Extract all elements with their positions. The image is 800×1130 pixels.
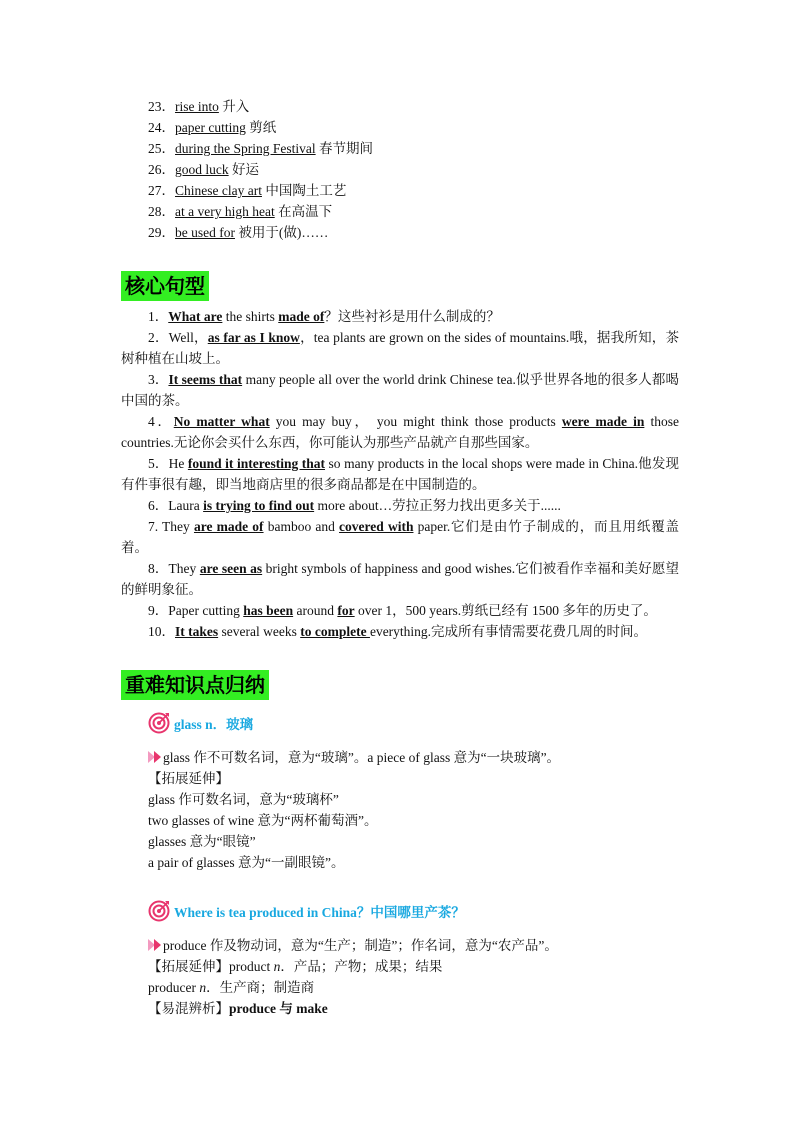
sentence-item: [121, 306, 679, 327]
sentence-text: 5．He: [148, 456, 188, 471]
key-phrase: It takes: [175, 624, 219, 639]
key-phrase: covered with: [339, 519, 414, 534]
kp-line: 【拓展延伸】product n．产品；产物；成果；结果: [148, 959, 443, 974]
sentence-text: 10．: [148, 624, 175, 639]
kp-line: produce 作及物动词，意为“生产；制造”；作名词，意为“农产品”。: [148, 935, 688, 956]
sentence-text: those countries.无论你会买什么东西，你可能认为那些产品就产自那些国家。: [121, 414, 679, 450]
arrow-bullet-icon: [148, 751, 162, 763]
section-heading-key-sentences: 核心句型: [121, 271, 209, 301]
key-phrase: for: [337, 603, 355, 618]
key-phrase: has been: [243, 603, 294, 618]
kp-line: two glasses of wine 意为“两杯葡萄酒”。: [148, 813, 378, 828]
key-phrase: to complete: [300, 624, 370, 639]
sentence-item: [121, 369, 679, 411]
sentence-text: everything.完成所有事情需要花费几周的时间。: [369, 624, 648, 639]
knowledge-point-produce-body: [148, 935, 688, 1019]
sentence-text: so many products in the local shops were made in China.他发现有件事很有趣，即当地商店里的很多商品都是在中国制造的。: [121, 456, 680, 492]
sentence-text: 3．: [148, 372, 169, 387]
sentence-text: ，tea plants are grown on the sides of mountains.哦，据我所知，茶树种植在山坡上。: [121, 330, 679, 366]
key-phrase: found it interesting that: [187, 456, 326, 471]
sentence-text: several weeks: [218, 624, 301, 639]
vocab-item: 24．paper cutting 剪纸: [148, 120, 277, 135]
kp-line: glasses 意为“眼镜”: [148, 834, 256, 849]
key-phrase: No matter what: [173, 414, 270, 429]
vocab-item: 28．at a very high heat 在高温下: [148, 204, 333, 219]
arrow-bullet-icon: [148, 939, 162, 951]
sentence-text: 9．Paper cutting: [148, 603, 244, 618]
sentence-text: 7. They: [148, 519, 194, 534]
kp-line: 【拓展延伸】: [148, 771, 229, 786]
vocab-item: 25．during the Spring Festival 春节期间: [148, 141, 373, 156]
kp-line: 【易混辨析】produce 与 make: [148, 1001, 328, 1016]
vocab-item: 29．be used for 被用于(做)……: [148, 225, 329, 240]
sentence-item: [121, 558, 679, 600]
sentence-text: around: [293, 603, 338, 618]
key-phrase: are made of: [193, 519, 264, 534]
knowledge-point-glass-body: [148, 747, 688, 873]
key-phrase: are seen as: [199, 561, 263, 576]
knowledge-point-title: Where is tea produced in China？中国哪里产茶？: [174, 905, 465, 920]
key-phrase: made of: [278, 309, 325, 324]
knowledge-point-title: glass n．玻璃: [174, 717, 254, 732]
sentence-text: many people all over the world drink Chinese tea.似乎世界各地的很多人都喝中国的茶。: [121, 372, 679, 408]
knowledge-point-glass-header: [148, 711, 253, 735]
sentence-text: ？这些衬衫是用什么制成的？: [324, 309, 500, 324]
sentence-text: 2．Well，: [148, 330, 208, 345]
key-phrase: were made in: [561, 414, 645, 429]
vocab-item: 23．rise into 升入: [148, 99, 250, 114]
kp-line: glass 作可数名词，意为“玻璃杯”: [148, 792, 339, 807]
section-heading-key-points: 重难知识点归纳: [121, 670, 269, 700]
target-icon: [148, 900, 170, 922]
sentence-text: bamboo and: [263, 519, 340, 534]
key-phrase: What are: [168, 309, 223, 324]
knowledge-point-produce-header: [148, 899, 465, 923]
sentence-list: [121, 306, 679, 642]
sentence-item: [121, 621, 679, 642]
sentence-item: [121, 516, 679, 558]
kp-line: a pair of glasses 意为“一副眼镜”。: [148, 855, 345, 870]
sentence-item: [121, 411, 679, 453]
sentence-item: [121, 327, 679, 369]
sentence-text: 8．They: [148, 561, 200, 576]
target-icon: [148, 712, 170, 734]
sentence-text: 4．: [148, 414, 174, 429]
sentence-text: bright symbols of happiness and good wishes.它们被看作幸福和美好愿望的鲜明象征。: [121, 561, 679, 597]
kp-line: producer n．生产商；制造商: [148, 980, 315, 995]
sentence-item: [121, 495, 679, 516]
kp-line: glass 作不可数名词，意为“玻璃”。a piece of glass 意为“一块玻璃”。: [148, 747, 688, 768]
sentence-text: paper.它们是由竹子制成的，而且用纸覆盖着。: [121, 519, 679, 555]
vocab-item: 27．Chinese clay art 中国陶土工艺: [148, 183, 347, 198]
sentence-text: the shirts: [222, 309, 279, 324]
sentence-item: [121, 453, 679, 495]
key-phrase: is trying to find out: [203, 498, 315, 513]
vocab-list: [148, 96, 373, 243]
sentence-text: 6．Laura: [148, 498, 204, 513]
key-phrase: It seems that: [168, 372, 243, 387]
key-phrase: as far as I know: [207, 330, 300, 345]
sentence-text: over 1，500 years.剪纸已经有 1500 多年的历史了。: [354, 603, 657, 618]
sentence-item: [121, 600, 679, 621]
vocab-item: 26．good luck 好运: [148, 162, 259, 177]
sentence-text: more about…劳拉正努力找出更多关于......: [314, 498, 561, 513]
sentence-text: you may buy， you might think those products: [269, 414, 562, 429]
sentence-text: 1．: [148, 309, 169, 324]
